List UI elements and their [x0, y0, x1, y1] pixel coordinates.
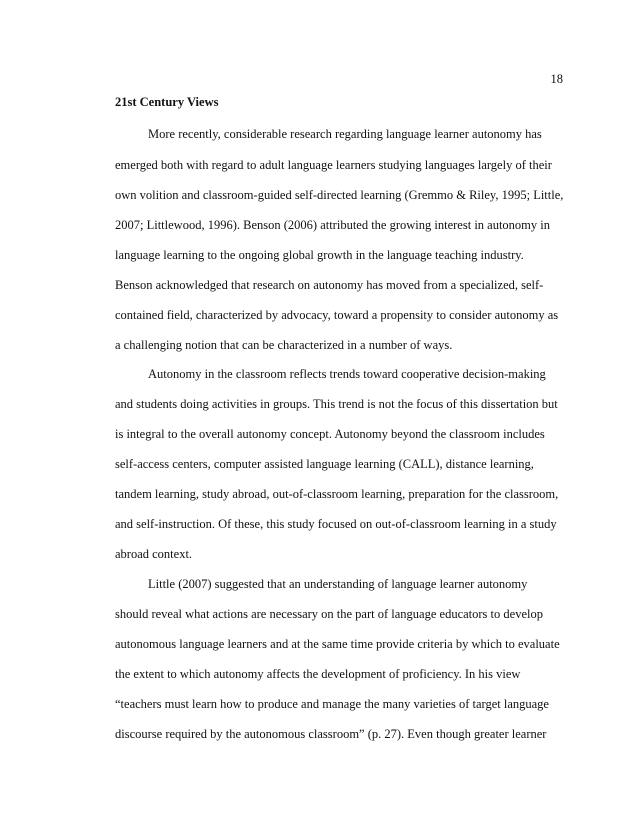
text-line: and students doing activities in groups. This trend is not the focus of this dissertation but — [115, 397, 558, 411]
text-line: Benson acknowledged that research on autonomy has moved from a specialized, self- — [115, 278, 544, 292]
section-heading: 21st Century Views — [115, 95, 219, 109]
text-line: More recently, considerable research regarding language learner autonomy has — [148, 127, 542, 141]
text-line: tandem learning, study abroad, out-of-classroom learning, preparation for the classroom, — [115, 487, 559, 501]
text-line: is integral to the overall autonomy concept. Autonomy beyond the classroom includes — [115, 427, 545, 441]
text-line: discourse required by the autonomous classroom” (p. 27). Even though greater learner — [115, 727, 547, 741]
text-line: should reveal what actions are necessary on the part of language educators to develop — [115, 607, 543, 621]
text-line: own volition and classroom-guided self-directed learning (Gremmo & Riley, 1995; Little, — [115, 188, 564, 202]
text-line: a challenging notion that can be characterized in a number of ways. — [115, 338, 453, 352]
page-number: 18 — [550, 72, 563, 86]
text-line: abroad context. — [115, 547, 193, 561]
text-line: self-access centers, computer assisted language learning (CALL), distance learning, — [115, 457, 534, 471]
text-line: contained field, characterized by advocacy, toward a propensity to consider autonomy as — [115, 308, 559, 322]
text-line: Autonomy in the classroom reflects trends toward cooperative decision-making — [148, 367, 546, 381]
text-line: autonomous language learners and at the same time provide criteria by which to evaluate — [115, 637, 560, 651]
text-line: language learning to the ongoing global growth in the language teaching industry. — [115, 248, 524, 262]
text-line: Little (2007) suggested that an understanding of language learner autonomy — [148, 577, 528, 591]
text-line: “teachers must learn how to produce and manage the many varieties of target language — [115, 697, 549, 711]
text-line: the extent to which autonomy affects the development of proficiency. In his view — [115, 667, 521, 681]
text-line: and self-instruction. Of these, this study focused on out-of-classroom learning in a study — [115, 517, 557, 531]
text-line: 2007; Littlewood, 1996). Benson (2006) attributed the growing interest in autonomy in — [115, 218, 551, 232]
text-line: emerged both with regard to adult language learners studying languages largely of their — [115, 158, 552, 172]
